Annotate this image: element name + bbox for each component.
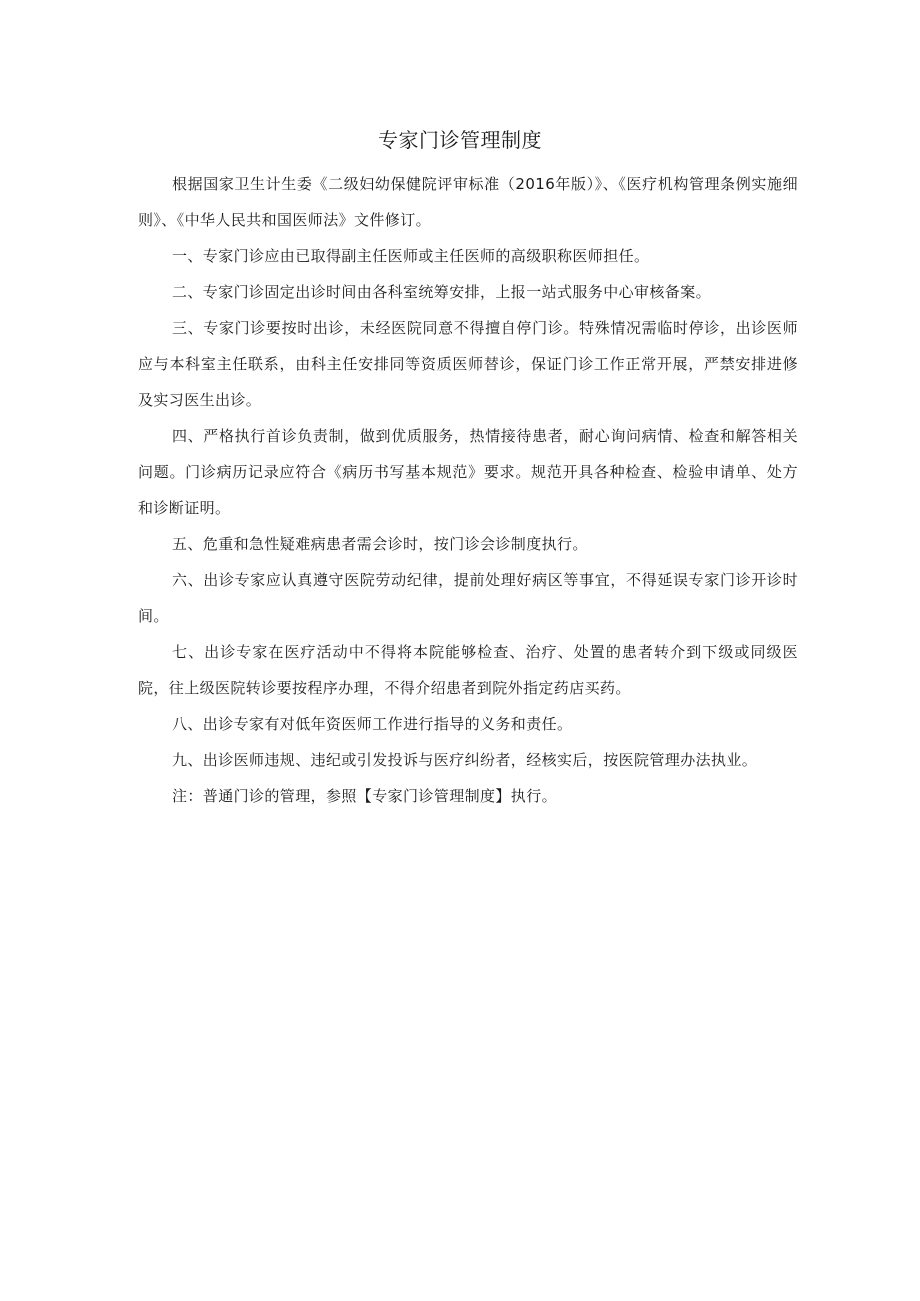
paragraph-rule-6: 六、出诊专家应认真遵守医院劳动纪律，提前处理好病区等事宜，不得延误专家门诊开诊时间。 [138, 571, 798, 625]
paragraph-rule-2: 二、专家门诊固定出诊时间由各科室统筹安排，上报一站式服务中心审核备案。 [172, 283, 712, 301]
paragraph-rule-4: 四、严格执行首诊负责制，做到优质服务，热情接待患者，耐心询问病情、检查和解答相关问题。门诊病历记录应符合《病历书写基本规范》要求。规范开具各种检查、检验申请单、处方和诊断证明。 [138, 427, 798, 517]
paragraph-rule-1: 一、专家门诊应由已取得副主任医师或主任医师的高级职称医师担任。 [172, 247, 650, 265]
paragraph-rule-7: 七、出诊专家在医疗活动中不得将本院能够检查、治疗、处置的患者转介到下级或同级医院，往上级医院转诊要按程序办理，不得介绍患者到院外指定药店买药。 [138, 643, 798, 697]
document-title: 专家门诊管理制度 [378, 128, 542, 152]
paragraph-rule-3: 三、专家门诊要按时出诊，未经医院同意不得擅自停门诊。特殊情况需临时停诊，出诊医师应与本科室主任联系，由科主任安排同等资质医师替诊，保证门诊工作正常开展，严禁安排进修及实习医生出诊。 [138, 319, 798, 409]
paragraph-intro: 根据国家卫生计生委《二级妇幼保健院评审标准（2016年版）》、《医疗机构管理条例实施细则》、《中华人民共和国医师法》文件修订。 [138, 175, 798, 229]
document-body [138, 166, 798, 814]
paragraph-rule-9: 九、出诊医师违规、违纪或引发投诉与医疗纠纷者，经核实后，按医院管理办法执业。 [172, 751, 758, 769]
paragraph-rule-8: 八、出诊专家有对低年资医师工作进行指导的义务和责任。 [172, 715, 573, 733]
paragraph-note: 注：普通门诊的管理，参照【专家门诊管理制度】执行。 [172, 787, 558, 805]
paragraph-rule-5: 五、危重和急性疑难病患者需会诊时，按门诊会诊制度执行。 [172, 535, 588, 553]
